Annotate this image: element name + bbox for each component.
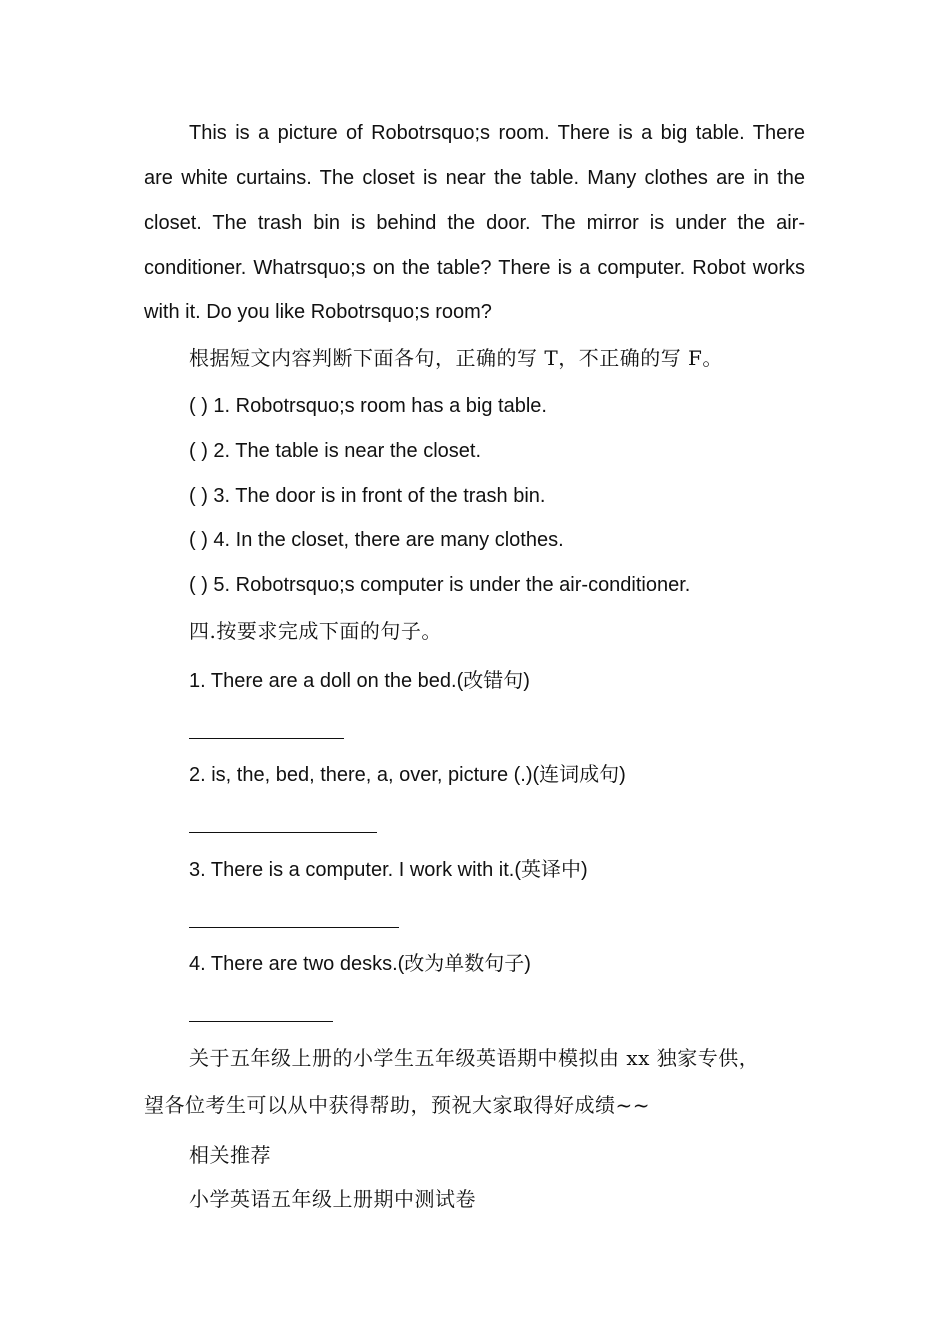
passage-line-3: closet. The trash bin is behind the door. The mirror is under the air- bbox=[144, 212, 805, 234]
answer-blank-1 bbox=[189, 738, 344, 739]
passage-line-1: This is a picture of Robotrsquo;s room. There is a big table. There bbox=[189, 122, 805, 144]
passage-line-4: conditioner. Whatrsquo;s on the table? There is a computer. Robot works bbox=[144, 257, 805, 279]
closing-line-1: 关于五年级上册的小学生五年级英语期中模拟由 xx 独家专供， bbox=[189, 1046, 760, 1070]
judge-item-3: ( ) 3. The door is in front of the trash bin. bbox=[189, 485, 546, 507]
section4-question-3: 3. There is a computer. I work with it.(英译中) bbox=[189, 859, 588, 881]
related-link[interactable]: 小学英语五年级上册期中测试卷 bbox=[189, 1187, 476, 1211]
section4-question-2: 2. is, the, bed, there, a, over, picture (.)(连词成句) bbox=[189, 764, 626, 786]
judge-item-5: ( ) 5. Robotrsquo;s computer is under the air-conditioner. bbox=[189, 574, 691, 596]
section4-question-4: 4. There are two desks.(改为单数句子) bbox=[189, 953, 531, 975]
answer-blank-3 bbox=[189, 927, 399, 928]
judge-item-1: ( ) 1. Robotrsquo;s room has a big table. bbox=[189, 395, 547, 417]
passage-line-5: with it. Do you like Robotrsquo;s room? bbox=[144, 301, 492, 323]
judge-item-2: ( ) 2. The table is near the closet. bbox=[189, 440, 482, 462]
related-heading: 相关推荐 bbox=[189, 1143, 271, 1167]
section4-question-1: 1. There are a doll on the bed.(改错句) bbox=[189, 670, 530, 692]
answer-blank-2 bbox=[189, 832, 377, 833]
judge-item-4: ( ) 4. In the closet, there are many clothes. bbox=[189, 529, 564, 551]
answer-blank-4 bbox=[189, 1021, 333, 1022]
closing-line-2: 望各位考生可以从中获得帮助，预祝大家取得好成绩~~ bbox=[144, 1093, 651, 1117]
section4-heading: 四.按要求完成下面的句子。 bbox=[189, 619, 442, 643]
passage-line-2: are white curtains. The closet is near the table. Many clothes are in the bbox=[144, 167, 805, 189]
judge-instruction: 根据短文内容判断下面各句，正确的写 T，不正确的写 F。 bbox=[189, 346, 723, 370]
